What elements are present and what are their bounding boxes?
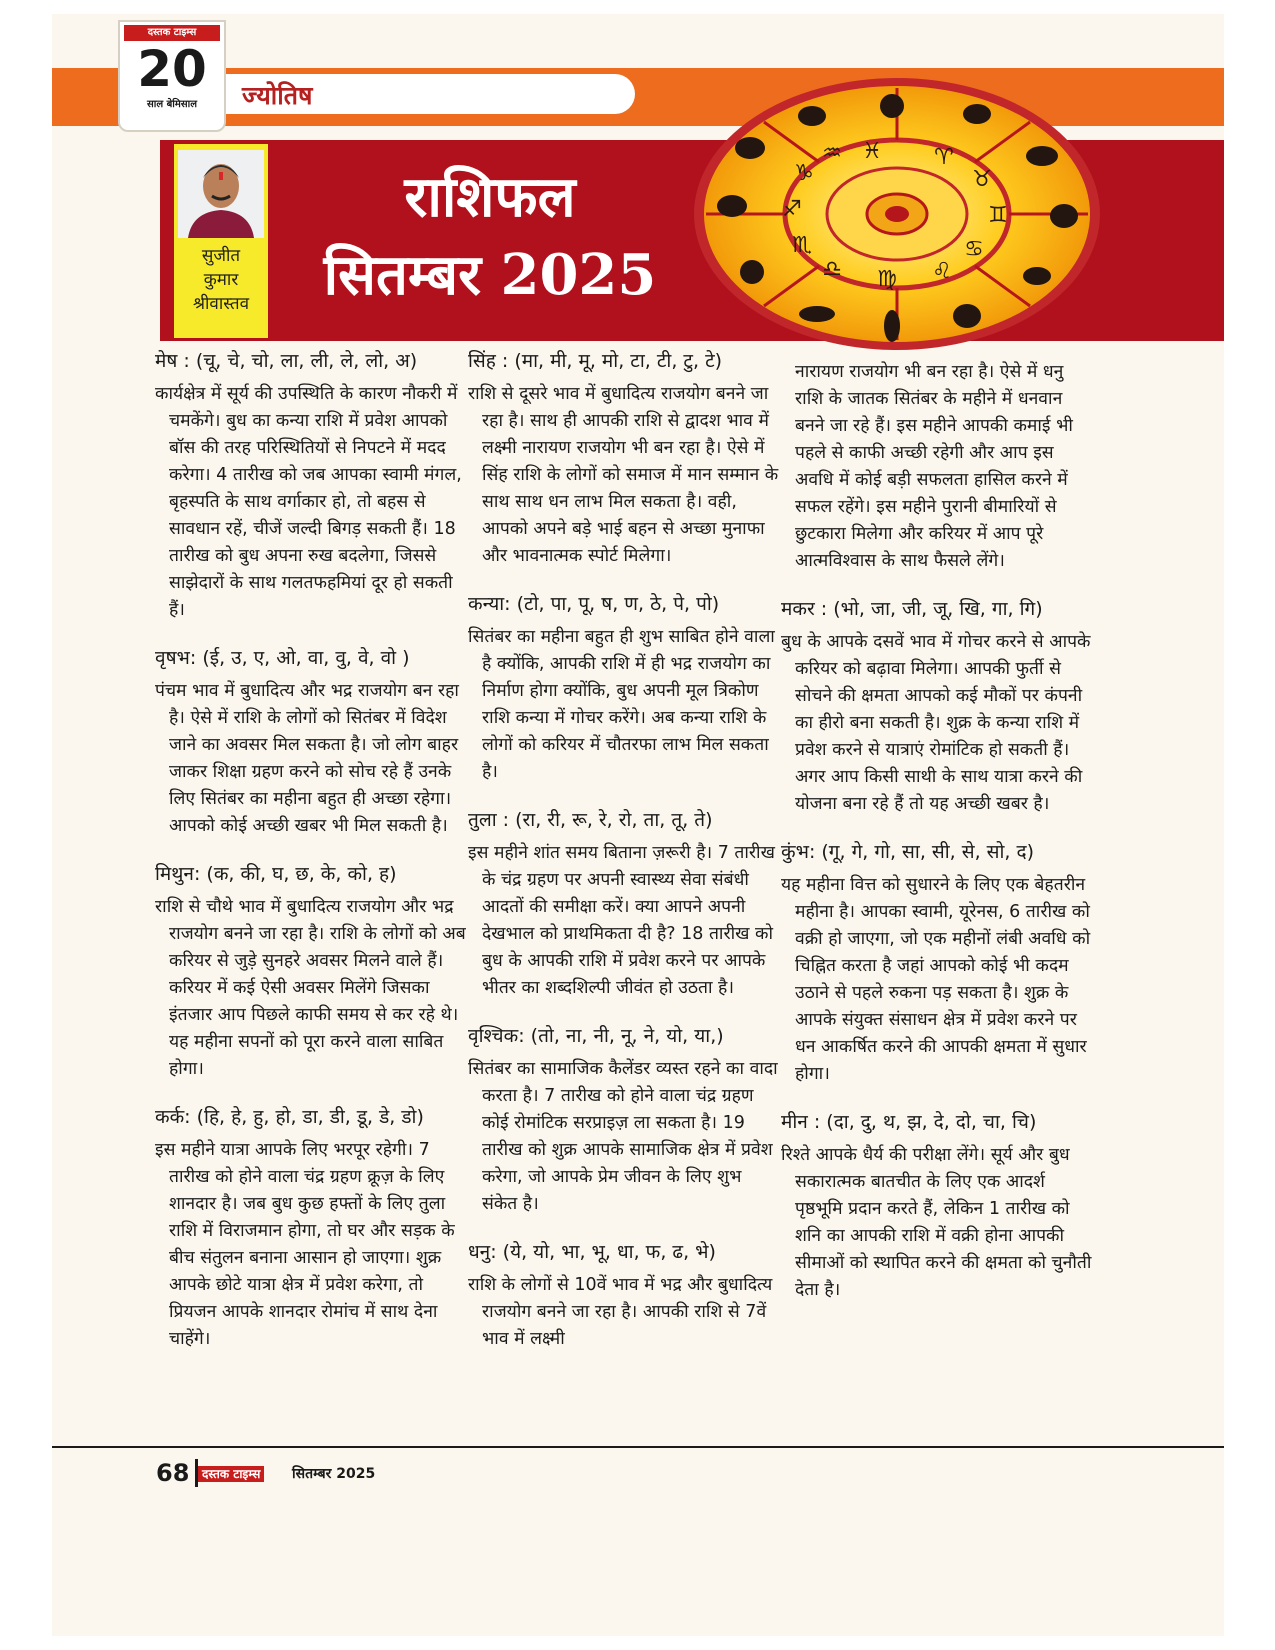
footer-divider <box>52 1446 1224 1448</box>
rashi-text: राशि से दूसरे भाव में बुधादित्य राजयोग बनने जा रहा है। साथ ही आपकी राशि से द्वादश भाव में लक्ष्मी नारायण राजयोग भी बन रहा है। ऐसे में सिंह राशि के लोगों को समाज में मान सम्मान के साथ साथ धन लाभ मिल सकता है। वही, आपको अपने बड़े भाई बहन से अच्छा मुनाफा और भावनात्मक स्पोर्ट मिलेगा। <box>468 384 779 566</box>
rashi-text: सितंबर का सामाजिक कैलेंडर व्यस्त रहने का वादा करता है। 7 तारीख को होने वाला चंद्र ग्रहण कोई रोमांटिक सरप्राइज़ ला सकता है। 19 तारीख को शुक्र आपके सामाजिक क्षेत्र में प्रवेश करेगा, जो आपके प्रेम जीवन के लिए शुभ संकेत है। <box>468 1059 778 1214</box>
rashi-singh <box>468 347 780 570</box>
zodiac-symbol-10: ♐ <box>782 197 802 222</box>
author-name-line1: सुजीत <box>201 246 241 266</box>
rashi-heading: वृषभ: (ई, उ, ए, ओ, वा, वु, वे, वो ) <box>155 647 410 669</box>
author-name-line2: कुमार <box>203 270 239 290</box>
rashi-heading: मीन : (दा, दु, थ, झ, दे, दो, चा, चि) <box>781 1111 1037 1133</box>
rashi-text: नारायण राजयोग भी बन रहा है। ऐसे में धनु राशि के जातक सितंबर के महीने में धनवान बनने जा रहे हैं। इस महीने आपकी कमाई भी पहले से काफी अच्छी रहेगी और आप इस अवधि में कोई बड़ी सफलता हासिल करने में सफल रहेंगे। इस महीने पुरानी बीमारियों से छुटकारा मिलेगा और करियर में आप पूरे आत्मविश्वास के साथ फैसले लेंगे। <box>795 362 1073 571</box>
rashi-makar <box>781 595 1093 818</box>
rashi-heading: मिथुन: (क, की, घ, छ, के, को, ह) <box>155 863 397 885</box>
rashi-heading: धनु: (ये, यो, भा, भू, धा, फ, ढ, भे) <box>468 1241 716 1263</box>
rashi-mithun <box>155 860 467 1083</box>
zodiac-symbol-2: ♈ <box>934 145 954 170</box>
section-label: ज्योतिष <box>242 81 313 110</box>
zodiac-symbol-8: ♎ <box>822 257 842 282</box>
badge-subtitle: साल बेमिसाल <box>146 99 198 110</box>
rashi-heading: कन्या: (टो, पा, पू, ष, ण, ठे, पे, पो) <box>468 593 720 615</box>
rashi-heading: तुला : (रा, री, रू, रे, रो, ता, तू, ते) <box>468 809 713 831</box>
badge-brand-logo: दस्तक टाइम्स <box>124 25 220 41</box>
rashi-heading: मेष : (चू, चे, चो, ला, ली, ले, लो, अ) <box>155 350 418 372</box>
footer-brand-logo: दस्तक टाइम्स <box>198 1466 264 1482</box>
rashi-text: राशि के लोगों से 10वें भाव में भद्र और बुधादित्य राजयोग बनने जा रहा है। आपकी राशि से 7वें भाव में लक्ष्मी <box>468 1275 773 1349</box>
rashi-mesh <box>155 347 467 624</box>
badge-number: 20 <box>137 40 207 98</box>
zodiac-symbol-5: ♋ <box>964 237 984 262</box>
rashi-text: कार्यक्षेत्र में सूर्य की उपस्थिति के कारण नौकरी में चमकेंगे। बुध का कन्या राशि में प्रवेश आपको बॉस की तरह परिस्थितियों से निपटने में मदद करेगा। 4 तारीख को जब आपका स्वामी मंगल, बृहस्पति के साथ वर्गाकार हो, तो बहस से सावधान रहें, चीजें जल्दी बिगड़ सकती हैं। 18 तारीख को बुध अपना रुख बदलेगा, जिससे साझेदारों के साथ गलतफहमियां दूर हो सकती हैं। <box>155 384 462 620</box>
zodiac-wheel-illustration <box>692 76 1102 352</box>
rashi-heading: सिंह : (मा, मी, मू, मो, टा, टी, टु, टे) <box>468 350 723 372</box>
zodiac-symbol-3: ♉ <box>972 167 992 192</box>
zodiac-symbol-1: ♓ <box>862 139 882 164</box>
anniversary-badge <box>118 20 226 132</box>
column-1 <box>155 347 467 1447</box>
rashi-heading: कर्क: (हि, हे, हु, हो, डा, डी, डू, डे, डो) <box>155 1106 424 1128</box>
page-number: 68 <box>156 1459 198 1487</box>
rashi-dhanu <box>468 1238 780 1353</box>
rashi-meen <box>781 1108 1093 1304</box>
rashi-vrishabh <box>155 644 467 840</box>
rashi-kark <box>155 1103 467 1353</box>
rashi-kumbh <box>781 838 1093 1088</box>
zodiac-symbol-9: ♏ <box>792 233 812 258</box>
zodiac-symbol-12: ♒ <box>822 141 842 166</box>
zodiac-symbol-6: ♌ <box>932 259 952 284</box>
zodiac-symbol-7: ♍ <box>877 267 897 292</box>
rashi-text: बुध के आपके दसवें भाव में गोचर करने से आपके करियर को बढ़ावा मिलेगा। आपकी फुर्ती से सोचने की क्षमता आपको कई मौकों पर कंपनी का हीरो बना सकती है। शुक्र के कन्या राशि में प्रवेश करने से यात्राएं रोमांटिक हो सकती हैं। अगर आप किसी साथी के साथ यात्रा करने की योजना बना रहे हैं तो यह अच्छी खबर है। <box>781 632 1091 814</box>
title-line1: राशिफल <box>404 164 576 230</box>
rashi-text: इस महीने शांत समय बिताना ज़रूरी है। 7 तारीख के चंद्र ग्रहण पर अपनी स्वास्थ्य सेवा संबंधी आदतों की समीक्षा करें। क्या आपने अपनी देखभाल को प्राथमिकता दी है? 18 तारीख को बुध के आपकी राशि में प्रवेश करने पर आपके भीतर का शब्दशिल्पी जीवंत हो उठता है। <box>468 843 775 998</box>
author-name-line3: श्रीवास्तव <box>192 294 250 314</box>
zodiac-symbol-11: ♑ <box>794 161 814 186</box>
zodiac-symbol-4: ♊ <box>988 203 1008 228</box>
rashi-dhanu-continued <box>781 359 1093 575</box>
rashi-text: रिश्ते आपके धैर्य की परीक्षा लेंगे। सूर्य और बुध सकारात्मक बातचीत के लिए एक आदर्श पृष्ठभूमि प्रदान करते हैं, लेकिन 1 तारीख को शनि का आपकी राशि में वक्री होना आपकी सीमाओं को स्थापित करने की क्षमता को चुनौती देता है। <box>781 1145 1092 1300</box>
rashi-text: सितंबर का महीना बहुत ही शुभ साबित होने वाला है क्योंकि, आपकी राशि में ही भद्र राजयोग का निर्माण होगा क्योंकि, बुध अपनी मूल त्रिकोण राशि कन्या में गोचर करेंगे। अब कन्या राशि के लोगों को करियर में चौतरफा लाभ मिल सकता है। <box>468 627 775 782</box>
title-line2: सितम्बर 2025 <box>323 242 657 308</box>
rashi-text: पंचम भाव में बुधादित्य और भद्र राजयोग बन रहा है। ऐसे में राशि के लोगों को सितंबर में विदेश जाने का अवसर मिल सकता है। जो लोग बाहर जाकर शिक्षा ग्रहण करने को सोच रहे हैं उनके लिए सितंबर का महीना बहुत ही अच्छा रहेगा। आपको कोई अच्छी खबर भी मिल सकती है। <box>155 681 459 836</box>
author-photo <box>178 150 264 238</box>
author-card <box>174 144 268 338</box>
column-2 <box>468 347 780 1447</box>
rashi-heading: कुंभ: (गू, गे, गो, सा, सी, से, सो, द) <box>781 841 1035 863</box>
rashi-heading: मकर : (भो, जा, जी, जू, खि, गा, गि) <box>781 598 1043 620</box>
rashi-text: इस महीने यात्रा आपके लिए भरपूर रहेगी। 7 तारीख को होने वाला चंद्र ग्रहण क्रूज़ के लिए शानदार है। जब बुध कुछ हफ्तों के लिए तुला राशि में विराजमान होगा, तो घर और सड़क के बीच संतुलन बनाना आसान हो जाएगा। शुक्र आपके छोटे यात्रा क्षेत्र में प्रवेश करेगा, तो प्रियजन आपके शानदार रोमांच में साथ देना चाहेंगे। <box>155 1140 455 1349</box>
rashi-heading: वृश्चिक: (तो, ना, नी, नू, ने, यो, या,) <box>468 1025 724 1047</box>
magazine-page <box>52 14 1224 1636</box>
rashi-text: यह महीना वित्त को सुधारने के लिए एक बेहतरीन महीना है। आपका स्वामी, यूरेनस, 6 तारीख को वक्री हो जाएगा, जो एक महीनों लंबी अवधि को चिह्नित करता है जहां आपको कोई भी कदम उठाने से पहले रुकना पड़ सकता है। शुक्र के आपके संयुक्त संसाधन क्षेत्र में प्रवेश करने पर धन आकर्षित करने की आपकी क्षमता में सुधार होगा। <box>781 875 1091 1084</box>
rashi-tula <box>468 806 780 1002</box>
rashi-text: राशि से चौथे भाव में बुधादित्य राजयोग और भद्र राजयोग बनने जा रहा है। राशि के लोगों को अब करियर से जुड़े सुनहरे अवसर मिलने वाले हैं। करियर में कई ऐसी अवसर मिलेंगे जिसका इंतजार आप पिछले काफी समय से कर रहे थे। यह महीना सपनों को पूरा करने वाला साबित होगा। <box>155 897 466 1079</box>
page-title <box>310 158 670 314</box>
rashi-kanya <box>468 590 780 786</box>
rashi-vrishchik <box>468 1022 780 1218</box>
column-3 <box>781 347 1093 1447</box>
footer-date: सितम्बर 2025 <box>292 1466 376 1482</box>
